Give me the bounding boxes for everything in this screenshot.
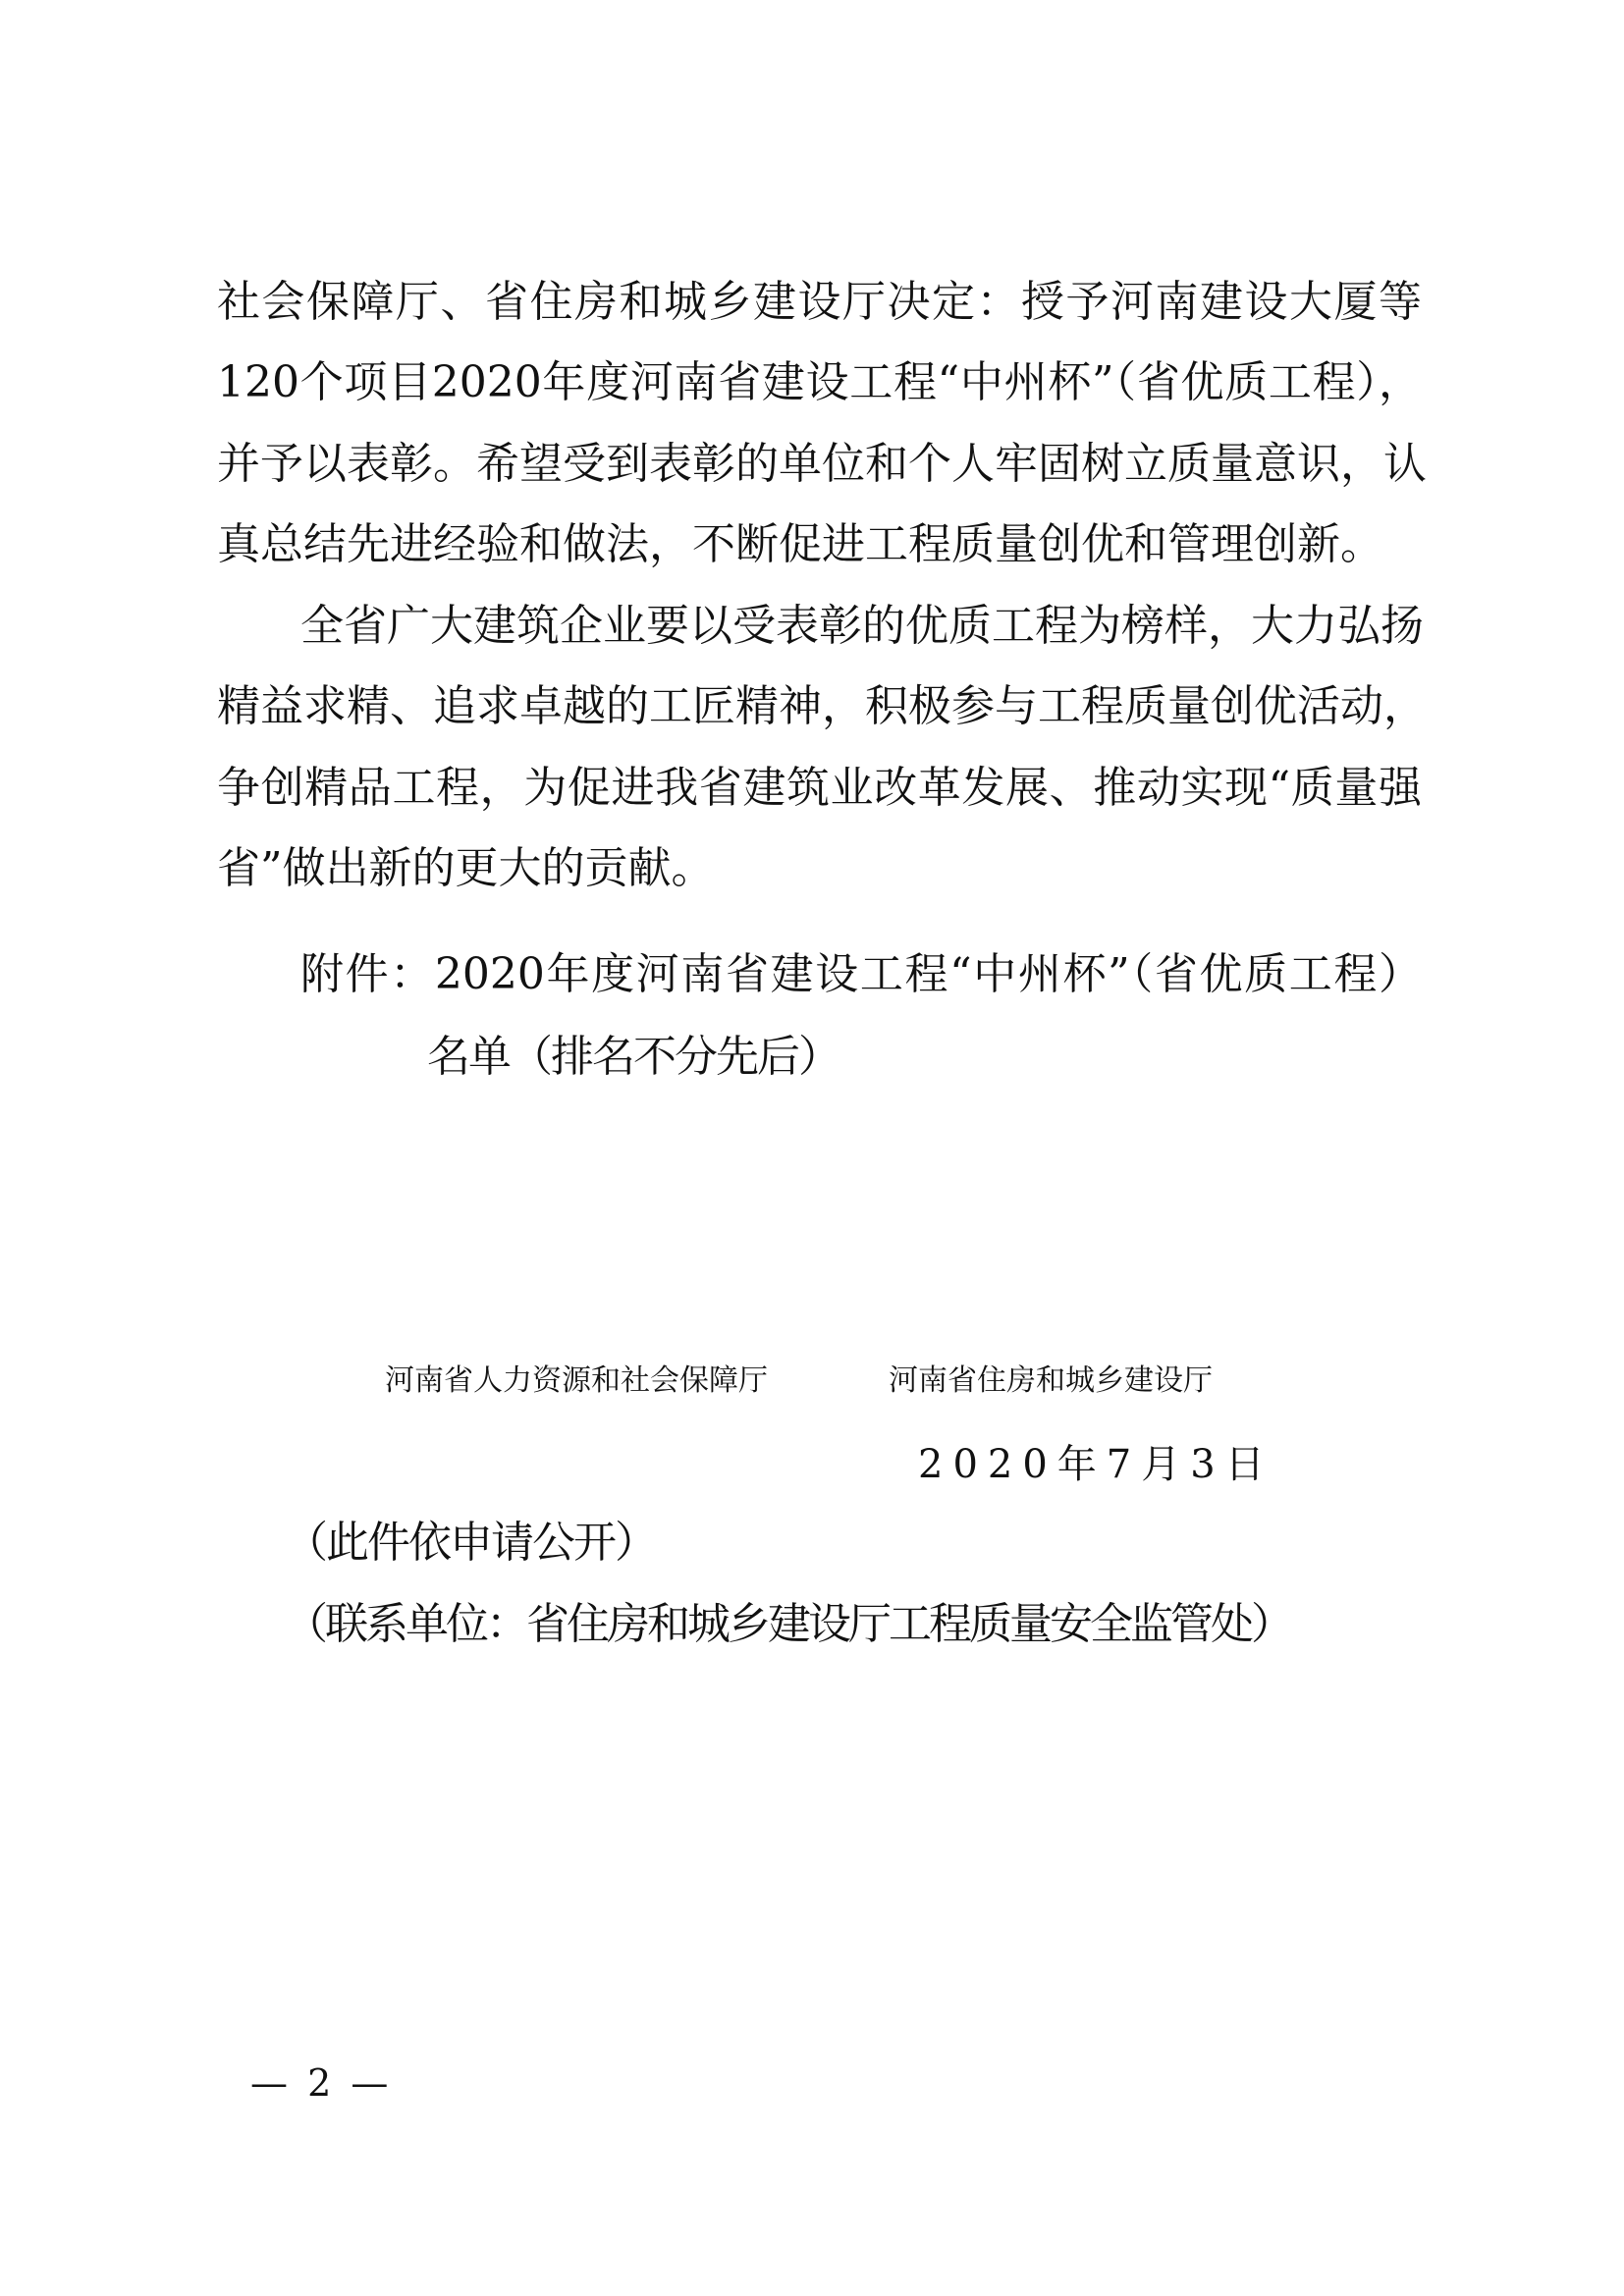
text-line: 120个项目2020年度河南省建设工程“中州杯”（省优质工程）， [217, 357, 1422, 407]
text-line: 省”做出新的更大的贡献。 [217, 843, 715, 893]
issuer-signature-hrss: 河南省人力资源和社会保障厅 [385, 1363, 768, 1398]
text-line: 全省广大建筑企业要以受表彰的优质工程为榜样，大力弘扬 [300, 601, 1424, 651]
text-line: 真总结先进经验和做法，不断促进工程质量创优和管理创新。 [217, 519, 1383, 569]
text-line: 精益求精、追求卓越的工匠精神，积极参与工程质量创优活动， [217, 681, 1427, 731]
text-line: 争创精品工程，为促进我省建筑业改革发展、推动实现“质量强 [217, 763, 1422, 813]
issuer-signature-housing: 河南省住房和城乡建设厅 [889, 1363, 1213, 1398]
attachment-line: 附件：2020年度河南省建设工程“中州杯”（省优质工程） [300, 949, 1422, 999]
text-line: 社会保障厅、省住房和城乡建设厅决定：授予河南建设大厦等 [217, 277, 1422, 327]
text-line: 并予以表彰。希望受到表彰的单位和个人牢固树立质量意识，认 [217, 439, 1427, 489]
disclosure-note: （此件依申请公开） [285, 1518, 656, 1568]
attachment-line: 名单（排名不分先后） [427, 1032, 839, 1082]
contact-note: （联系单位：省住房和城乡建设厅工程质量安全监管处） [285, 1599, 1291, 1649]
page-number: — 2 — [250, 2061, 393, 2105]
issue-date: 2020年7月3日 [918, 1442, 1274, 1487]
